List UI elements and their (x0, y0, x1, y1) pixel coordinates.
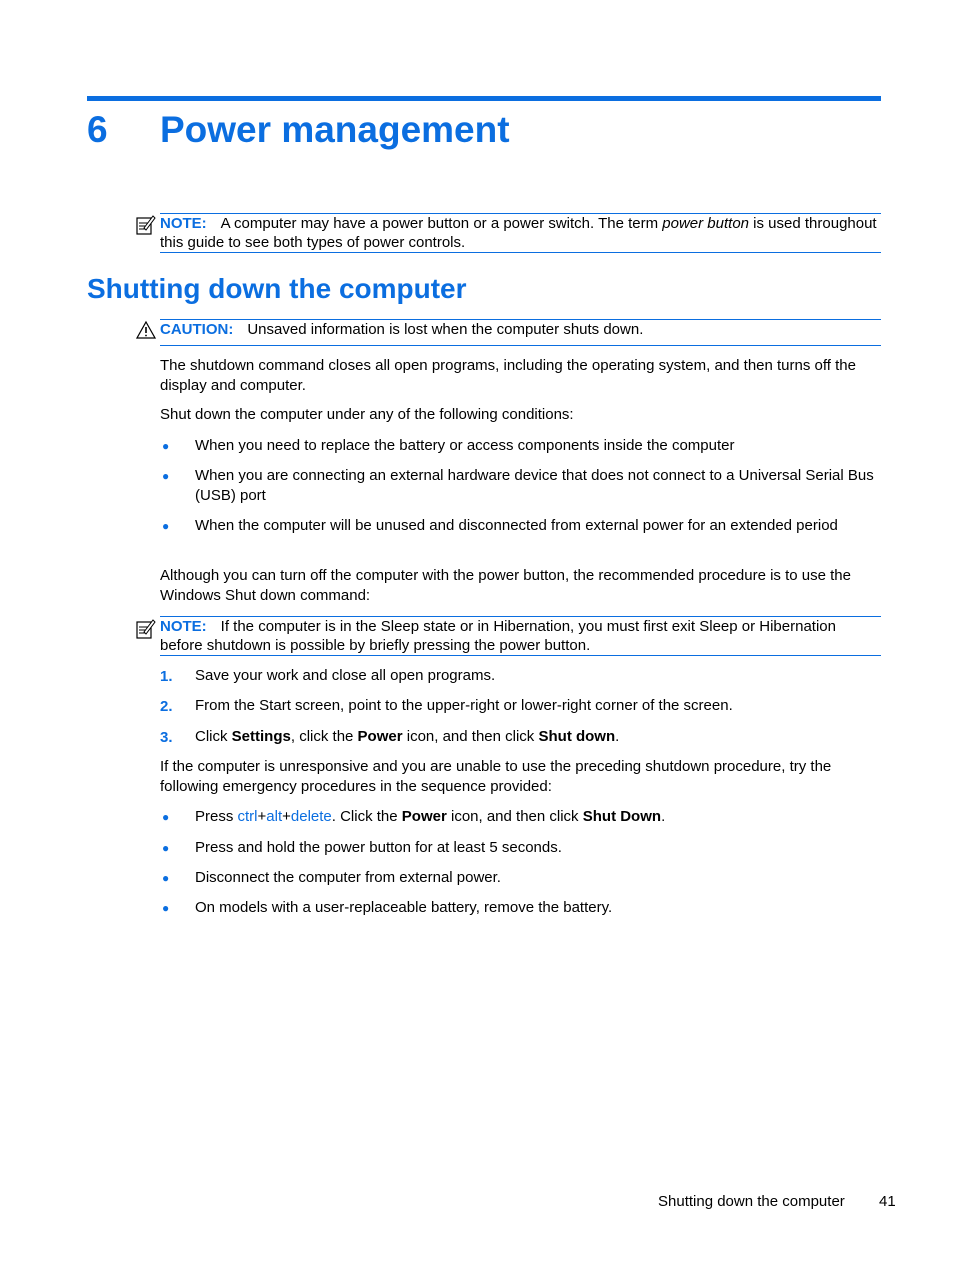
note-text: If the computer is in the Sleep state or in Hibernation, you must first exit Sleep or Hibernation before shutdown is possible by briefly pressing the power button. (160, 618, 836, 654)
ui-term: Shut Down (582, 808, 662, 825)
paragraph: The shutdown command closes all open programs, including the operating system, and then turns off the display and computer. (160, 357, 856, 394)
caution-text: Unsaved information is lost when the computer shuts down. (247, 321, 644, 338)
caution-icon (136, 320, 156, 342)
note-box (160, 616, 881, 656)
note-text-end: is used throughout this guide to see both types of power controls. (160, 215, 877, 251)
note-box (160, 213, 881, 253)
note-icon (136, 214, 156, 236)
paragraph: If the computer is unresponsive and you are unable to use the preceding shutdown procedure, try the following emergency procedures in the sequence provided: (160, 758, 832, 795)
bullet: ● (162, 841, 170, 855)
key-ctrl: ctrl (237, 808, 258, 825)
section-title: Shutting down the computer (87, 273, 467, 304)
list-item: Disconnect the computer from external power. (195, 869, 501, 886)
paragraph: Shut down the computer under any of the following conditions: (160, 406, 574, 423)
bullet: ● (162, 439, 170, 453)
text: . (615, 728, 620, 745)
footer-section: Shutting down the computer (658, 1193, 845, 1210)
caution-label: CAUTION: (160, 321, 234, 338)
key-alt: alt (266, 808, 283, 825)
bullet: ● (162, 810, 170, 824)
text: icon, and then click (446, 808, 583, 825)
text: . Click the (331, 808, 402, 825)
text: + (257, 808, 267, 825)
text: + (282, 808, 291, 825)
list-item (195, 807, 881, 827)
list-item: When the computer will be unused and disconnected from external power for an extended period (195, 517, 838, 534)
step-text: Save your work and close all open programs. (195, 667, 496, 684)
paragraph: Although you can turn off the computer with the power button, the recommended procedure is to use the Windows Shut down command: (160, 567, 851, 604)
key-delete: delete (290, 808, 332, 825)
text: Press (195, 808, 238, 825)
page-number: 41 (879, 1193, 896, 1210)
ui-term: Settings (231, 728, 291, 745)
step-number: 2. (160, 698, 173, 715)
note-label: NOTE: (160, 215, 207, 232)
text: icon, and then click (402, 728, 539, 745)
chapter-rule (87, 96, 881, 101)
chapter-title: Power management (160, 109, 510, 150)
list-item: On models with a user-replaceable battery, remove the battery. (195, 899, 613, 916)
step-number: 3. (160, 729, 173, 746)
step-text: From the Start screen, point to the upper-right or lower-right corner of the screen. (195, 697, 733, 714)
bullet: ● (162, 871, 170, 885)
text: , click the (290, 728, 358, 745)
text: . (661, 808, 666, 825)
chapter-number: 6 (87, 109, 108, 150)
ui-term: Power (357, 728, 403, 745)
ui-term: Power (401, 808, 447, 825)
list-item: When you need to replace the battery or access components inside the computer (195, 437, 735, 454)
bullet: ● (162, 469, 170, 483)
note-icon (136, 618, 156, 640)
ui-term: Shut down (538, 728, 616, 745)
note-label: NOTE: (160, 618, 207, 635)
caution-box (160, 319, 881, 346)
bullet: ● (162, 519, 170, 533)
list-item: Press and hold the power button for at least 5 seconds. (195, 839, 562, 856)
step-text (195, 727, 881, 747)
text: Click (195, 728, 232, 745)
step-number: 1. (160, 668, 173, 685)
note-text: A computer may have a power button or a power switch. The term (220, 215, 663, 232)
note-emphasis: power button (662, 215, 750, 232)
list-item: When you are connecting an external hardware device that does not connect to a Universal Serial Bus (USB) port (195, 467, 874, 504)
bullet: ● (162, 901, 170, 915)
